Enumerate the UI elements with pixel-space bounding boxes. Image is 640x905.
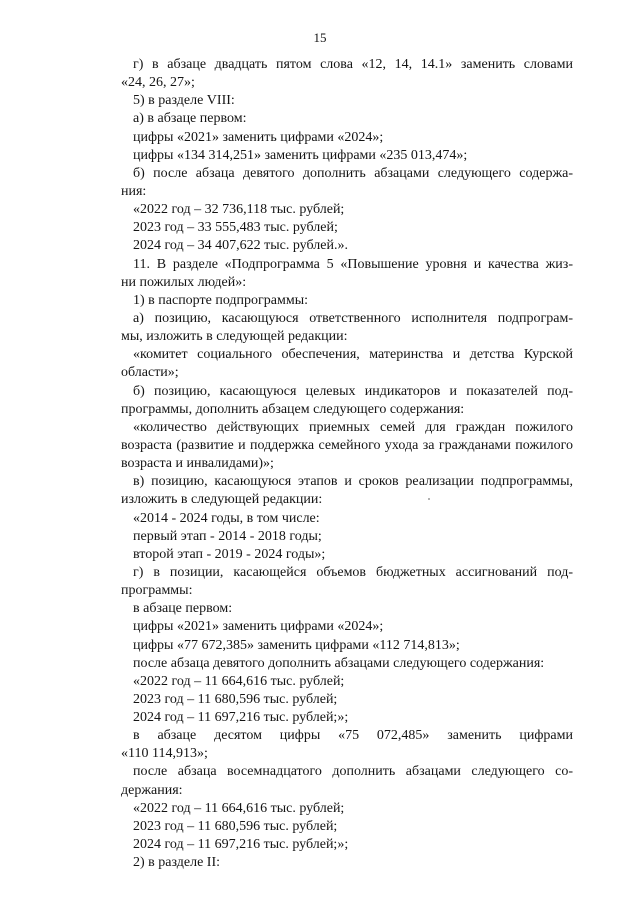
text-line: второй этап - 2019 - 2024 годы»; [133,546,326,562]
text-line: программы, дополнить абзацем следующего содержания: [121,401,465,417]
text-line: б) позицию, касающуюся целевых индикаторов и показателей под- [133,383,573,399]
text-line: «количество действующих приемных семей для граждан пожилого [133,419,573,435]
text-line: «24, 26, 27»; [121,75,195,91]
text-line: после абзаца девятого дополнить абзацами следующего содержания: [133,655,545,671]
text-line: первый этап - 2014 - 2018 годы; [133,528,322,544]
text-line: в) позицию, касающуюся этапов и сроков реализации подпрограммы, [133,474,573,490]
text-line: 2023 год – 11 680,596 тыс. рублей; [133,818,338,834]
text-line: цифры «2021» заменить цифрами «2024»; [133,129,384,145]
text-line: 5) в разделе VIII: [133,93,235,109]
text-line: ни пожилых людей»: [121,274,247,290]
text-line: «2022 год – 11 664,616 тыс. рублей; [133,673,345,689]
text-line: «110 114,913»; [121,746,208,762]
text-line: 2023 год – 11 680,596 тыс. рублей; [133,691,338,707]
text-line: программы: [121,583,193,599]
text-line: а) позицию, касающуюся ответственного исполнителя подпрограм- [133,310,573,326]
text-line: 1) в паспорте подпрограммы: [133,292,309,308]
text-line: 11. В разделе «Подпрограмма 5 «Повышение уровня и качества жиз- [133,256,573,272]
text-line: б) после абзаца девятого дополнить абзацами следующего содержа- [133,165,573,181]
text-line: в абзаце десятом цифры «75 072,485» заменить цифрами [133,728,573,744]
text-line: г) в абзаце двадцать пятом слова «12, 14, 14.1» заменить словами [133,57,573,72]
document-body [121,56,573,872]
text-line: «комитет социального обеспечения, материнства и детства Курской [133,347,573,363]
text-line: в абзаце первом: [133,601,233,617]
text-line: 2024 год – 34 407,622 тыс. рублей.». [133,238,348,254]
text-line: изложить в следующей редакции: [121,492,323,508]
text-line: мы, изложить в следующей редакции: [121,329,348,345]
text-line: г) в позиции, касающейся объемов бюджетных ассигнований под- [133,564,573,580]
text-line: цифры «77 672,385» заменить цифрами «112 714,813»; [133,637,460,653]
text-line: 2024 год – 11 697,216 тыс. рублей;»; [133,837,349,853]
text-line: после абзаца восемнадцатого дополнить абзацами следующего со- [133,764,573,780]
text-line: 2023 год – 33 555,483 тыс. рублей; [133,220,338,236]
text-line: 2) в разделе II: [133,855,221,871]
text-line: «2022 год – 11 664,616 тыс. рублей; [133,800,345,816]
text-line: возраста и инвалидами)»; [121,456,274,472]
text-line: цифры «134 314,251» заменить цифрами «235 013,474»; [133,147,468,163]
text-line: а) в абзаце первом: [133,111,247,127]
page-number: 15 [313,30,327,45]
text-line: возраста (развитие и поддержка семейного ухода за гражданами пожилого [121,437,573,453]
scan-speck [428,498,430,500]
text-line: области»; [121,365,179,381]
text-line: ния: [121,183,147,199]
text-line: держания: [121,782,183,798]
text-line: «2022 год – 32 736,118 тыс. рублей; [133,202,345,218]
text-line: 2024 год – 11 697,216 тыс. рублей;»; [133,710,349,726]
text-line: цифры «2021» заменить цифрами «2024»; [133,619,384,635]
text-line: «2014 - 2024 годы, в том числе: [133,510,320,526]
